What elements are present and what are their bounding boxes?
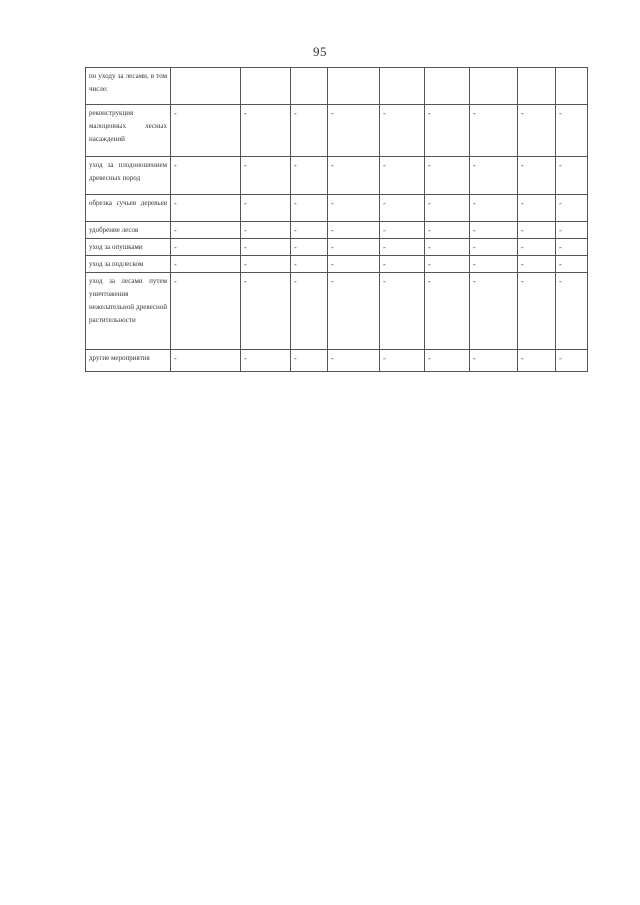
table-row (86, 157, 588, 195)
table-cell: - (518, 157, 556, 195)
row-label: обрезка сучьев деревьев (86, 195, 171, 222)
table-cell: - (291, 105, 328, 157)
table-cell: - (380, 256, 425, 273)
table-cell: - (241, 273, 291, 350)
row-label: реконструкция малоценных лесных насаждений (86, 105, 171, 157)
table-cell (171, 68, 241, 105)
table-cell: - (425, 273, 470, 350)
table-cell: - (556, 105, 588, 157)
table-cell: - (380, 157, 425, 195)
table-cell: - (328, 105, 380, 157)
table-cell: - (328, 239, 380, 256)
table-cell: - (241, 239, 291, 256)
table-cell: - (556, 239, 588, 256)
table-cell (556, 68, 588, 105)
table-cell: - (328, 350, 380, 372)
table-cell: - (470, 195, 518, 222)
table-cell: - (470, 222, 518, 239)
table-cell: - (241, 222, 291, 239)
table-cell: - (328, 195, 380, 222)
row-label: уход за подлеском (86, 256, 171, 273)
table-cell: - (328, 222, 380, 239)
table-cell: - (380, 239, 425, 256)
table-cell: - (425, 195, 470, 222)
table-cell: - (291, 256, 328, 273)
table-cell (518, 68, 556, 105)
table-cell: - (556, 256, 588, 273)
table-row (86, 195, 588, 222)
table-cell: - (425, 239, 470, 256)
table-cell: - (241, 157, 291, 195)
table-cell: - (241, 105, 291, 157)
table-cell: - (171, 239, 241, 256)
forest-care-table (85, 67, 588, 372)
table-cell: - (328, 273, 380, 350)
table-row (86, 239, 588, 256)
table-cell: - (328, 256, 380, 273)
table-cell: - (556, 273, 588, 350)
table-cell: - (171, 273, 241, 350)
table-cell: - (470, 105, 518, 157)
table-row (86, 68, 588, 105)
table-cell: - (425, 350, 470, 372)
row-label: по уходу за лесами, в том числе: (86, 68, 171, 105)
table-cell: - (518, 105, 556, 157)
table-row (86, 222, 588, 239)
table-cell: - (241, 256, 291, 273)
table-cell: - (171, 222, 241, 239)
row-label: другие мероприятия (86, 350, 171, 372)
table-cell: - (380, 273, 425, 350)
table-cell: - (171, 195, 241, 222)
table-cell: - (470, 239, 518, 256)
row-label: уход за плодоношением древесных пород (86, 157, 171, 195)
table-cell: - (291, 195, 328, 222)
table-cell: - (291, 222, 328, 239)
table-cell: - (291, 157, 328, 195)
page-number: 95 (313, 44, 327, 59)
table-cell: - (291, 273, 328, 350)
table-cell: - (470, 157, 518, 195)
table-cell: - (291, 239, 328, 256)
table-cell (241, 68, 291, 105)
table-cell: - (380, 350, 425, 372)
table-cell: - (425, 256, 470, 273)
table-cell (291, 68, 328, 105)
table-cell: - (556, 350, 588, 372)
table-cell: - (425, 157, 470, 195)
table-cell: - (556, 222, 588, 239)
table-cell: - (380, 222, 425, 239)
table-cell: - (556, 157, 588, 195)
table-row (86, 105, 588, 157)
table-row (86, 273, 588, 350)
table-cell: - (171, 157, 241, 195)
table-cell: - (556, 195, 588, 222)
table-cell (328, 68, 380, 105)
table-cell: - (171, 256, 241, 273)
table-cell (470, 68, 518, 105)
table-cell: - (380, 105, 425, 157)
table-cell: - (470, 273, 518, 350)
row-label: удобрение лесов (86, 222, 171, 239)
table-cell (380, 68, 425, 105)
row-label: уход за опушками (86, 239, 171, 256)
table-cell: - (291, 350, 328, 372)
table-cell: - (425, 222, 470, 239)
table-cell: - (518, 239, 556, 256)
table-cell: - (518, 273, 556, 350)
table-cell (425, 68, 470, 105)
table-cell: - (171, 105, 241, 157)
table-cell: - (470, 256, 518, 273)
table-row (86, 350, 588, 372)
table-cell: - (328, 157, 380, 195)
table-cell: - (470, 350, 518, 372)
table-cell: - (241, 350, 291, 372)
table-cell: - (425, 105, 470, 157)
table-cell: - (171, 350, 241, 372)
table-cell: - (518, 350, 556, 372)
table-cell: - (380, 195, 425, 222)
table-cell: - (518, 222, 556, 239)
table-cell: - (518, 256, 556, 273)
table-row (86, 256, 588, 273)
row-label: уход за лесами путем уничтожения нежелательной древесной растительности (86, 273, 171, 350)
table-cell: - (241, 195, 291, 222)
table-cell: - (518, 195, 556, 222)
